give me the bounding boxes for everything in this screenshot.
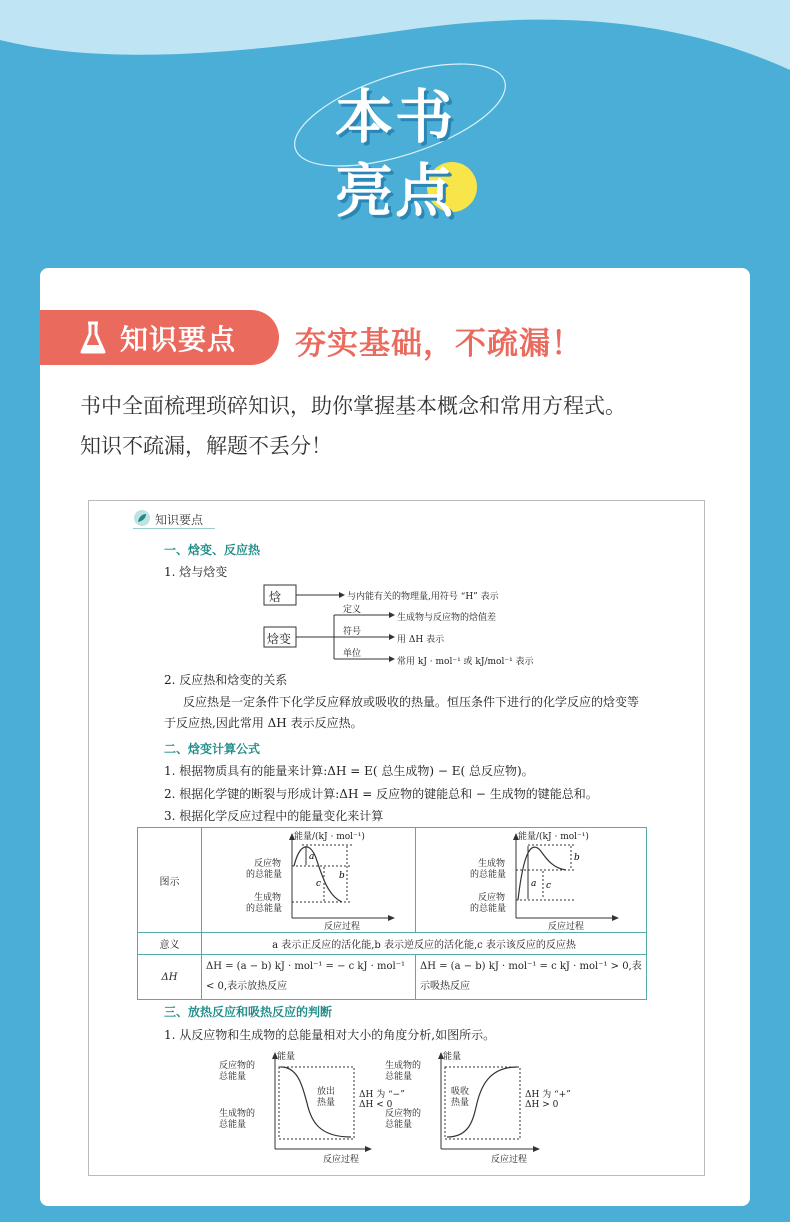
s1-para-line-1: 反应热是一定条件下化学反应释放或吸收的热量。恒压条件下进行的化学反应的焓变等 xyxy=(183,695,640,709)
table-head-dh: ΔH xyxy=(138,955,202,1000)
endo-x-label: 反应过程 xyxy=(548,922,585,932)
enthalpy-table xyxy=(137,827,647,1000)
svg-text:a: a xyxy=(531,879,537,889)
label-unit: 单位 xyxy=(343,649,362,659)
exo-energy-graph xyxy=(202,828,414,932)
hero xyxy=(0,80,790,228)
desc-definition: 生成物与反应物的焓值差 xyxy=(397,613,497,623)
hero-title xyxy=(335,80,455,228)
desc-symbol: 用 ΔH 表示 xyxy=(397,635,445,645)
desc-unit: 常用 kJ · mol⁻¹ 或 kJ/mol⁻¹ 表示 xyxy=(397,657,534,667)
right-mid-label: 吸收热量 xyxy=(451,1087,470,1108)
formula-1: 1. 根据物质具有的能量来计算:ΔH = E( 总生成物) − E( 总反应物)。 xyxy=(164,764,534,778)
table-dh-endothermic: ΔH = (a − b) kJ · mol⁻¹ = c kJ · mol⁻¹ > 0,表示吸热反应 xyxy=(416,955,647,1000)
page-header: 知识要点 xyxy=(155,513,204,527)
table-dh-exothermic: ΔH = (a − b) kJ · mol⁻¹ = − c kJ · mol⁻¹ < 0,表示放热反应 xyxy=(202,955,416,1000)
s3-item-1: 1. 从反应物和生成物的总能量相对大小的角度分析,如图所示。 xyxy=(164,1028,496,1042)
left-dh-sign: ΔH 为 “−” xyxy=(359,1090,405,1100)
endo-reactant-label-2: 的总能量 xyxy=(470,904,507,914)
box-enthalpy: 焓 xyxy=(269,590,282,604)
exo-x-label: 反应过程 xyxy=(324,922,361,932)
left-y-label: 能量 xyxy=(277,1052,296,1062)
box-enthalpy-change: 焓变 xyxy=(267,632,292,646)
exo-y-label: 能量/(kJ · mol⁻¹) xyxy=(294,832,365,842)
hero-line-2: 亮点 xyxy=(334,157,455,225)
table-meaning: a 表示正反应的活化能,b 表示逆反应的活化能,c 表示该反应的反应热 xyxy=(202,933,647,955)
svg-text:b: b xyxy=(574,853,580,863)
book-page-preview xyxy=(88,500,705,1176)
s1-para-line-2: 于反应热,因此常用 ΔH 表示反应热。 xyxy=(164,716,363,730)
enthalpy-desc: 与内能有关的物理量,用符号 “H” 表示 xyxy=(347,592,499,602)
table-head-meaning: 意义 xyxy=(138,933,202,955)
svg-text:a: a xyxy=(309,852,315,862)
right-top-label: 生成物的总能量 xyxy=(385,1061,422,1082)
graph-exothermic xyxy=(202,828,416,933)
left-bottom-label: 生成物的总能量 xyxy=(219,1109,256,1130)
exo-product-label: 生成物 xyxy=(254,893,282,903)
svg-text:c: c xyxy=(546,881,552,891)
endo-y-label: 能量/(kJ · mol⁻¹) xyxy=(518,832,589,842)
endo-product-label-2: 的总能量 xyxy=(470,870,507,880)
content-card xyxy=(40,268,750,1206)
section-tag xyxy=(40,310,279,365)
flask-icon xyxy=(80,321,106,355)
svg-text:b: b xyxy=(339,871,345,881)
section-2-title: 二、焓变计算公式 xyxy=(164,742,261,756)
intro-line-2: 知识不疏漏，解题不丢分！ xyxy=(80,434,332,458)
left-mid-label: 放出热量 xyxy=(317,1087,336,1108)
intro-line-1: 书中全面梳理琐碎知识，助你掌握基本概念和常用方程式。 xyxy=(80,394,626,418)
endo-product-label: 生成物 xyxy=(478,859,506,869)
slogan: 夯实基础，不疏漏！ xyxy=(295,326,583,362)
exo-reactant-label-2: 的总能量 xyxy=(246,870,283,880)
section-1-title: 一、焓变、反应热 xyxy=(164,543,261,557)
graph-endothermic xyxy=(416,828,647,933)
label-definition: 定义 xyxy=(343,605,362,615)
left-top-label: 反应物的总能量 xyxy=(219,1061,256,1082)
formula-3: 3. 根据化学反应过程中的能量变化来计算 xyxy=(164,809,384,823)
right-dh-sign: ΔH 为 “+” xyxy=(525,1090,571,1100)
endo-energy-graph xyxy=(416,828,646,932)
label-symbol: 符号 xyxy=(343,627,362,637)
intro-text xyxy=(80,386,720,466)
svg-text:c: c xyxy=(316,879,322,889)
right-dh-value: ΔH > 0 xyxy=(525,1100,559,1110)
hero-line-1: 本书 xyxy=(334,83,455,151)
left-x-label: 反应过程 xyxy=(323,1155,360,1165)
s1-item-1: 1. 焓与焓变 xyxy=(164,565,228,579)
section-3-title: 三、放热反应和吸热反应的判断 xyxy=(164,1005,333,1019)
right-x-label: 反应过程 xyxy=(491,1155,528,1165)
exo-product-label-2: 的总能量 xyxy=(246,904,283,914)
table-head-diagram: 图示 xyxy=(138,828,202,933)
endo-reactant-label: 反应物 xyxy=(478,893,506,903)
right-bottom-label: 反应物的总能量 xyxy=(385,1109,422,1130)
s1-item-2: 2. 反应热和焓变的关系 xyxy=(164,673,288,687)
formula-2: 2. 根据化学键的断裂与形成计算:ΔH = 反应物的键能总和 − 生成物的键能总和。 xyxy=(164,787,598,801)
left-dh-value: ΔH < 0 xyxy=(359,1100,393,1110)
leaf-icon xyxy=(133,509,151,527)
right-y-label: 能量 xyxy=(443,1052,462,1062)
exo-reactant-label: 反应物 xyxy=(254,859,282,869)
tag-label: 知识要点 xyxy=(120,322,237,356)
